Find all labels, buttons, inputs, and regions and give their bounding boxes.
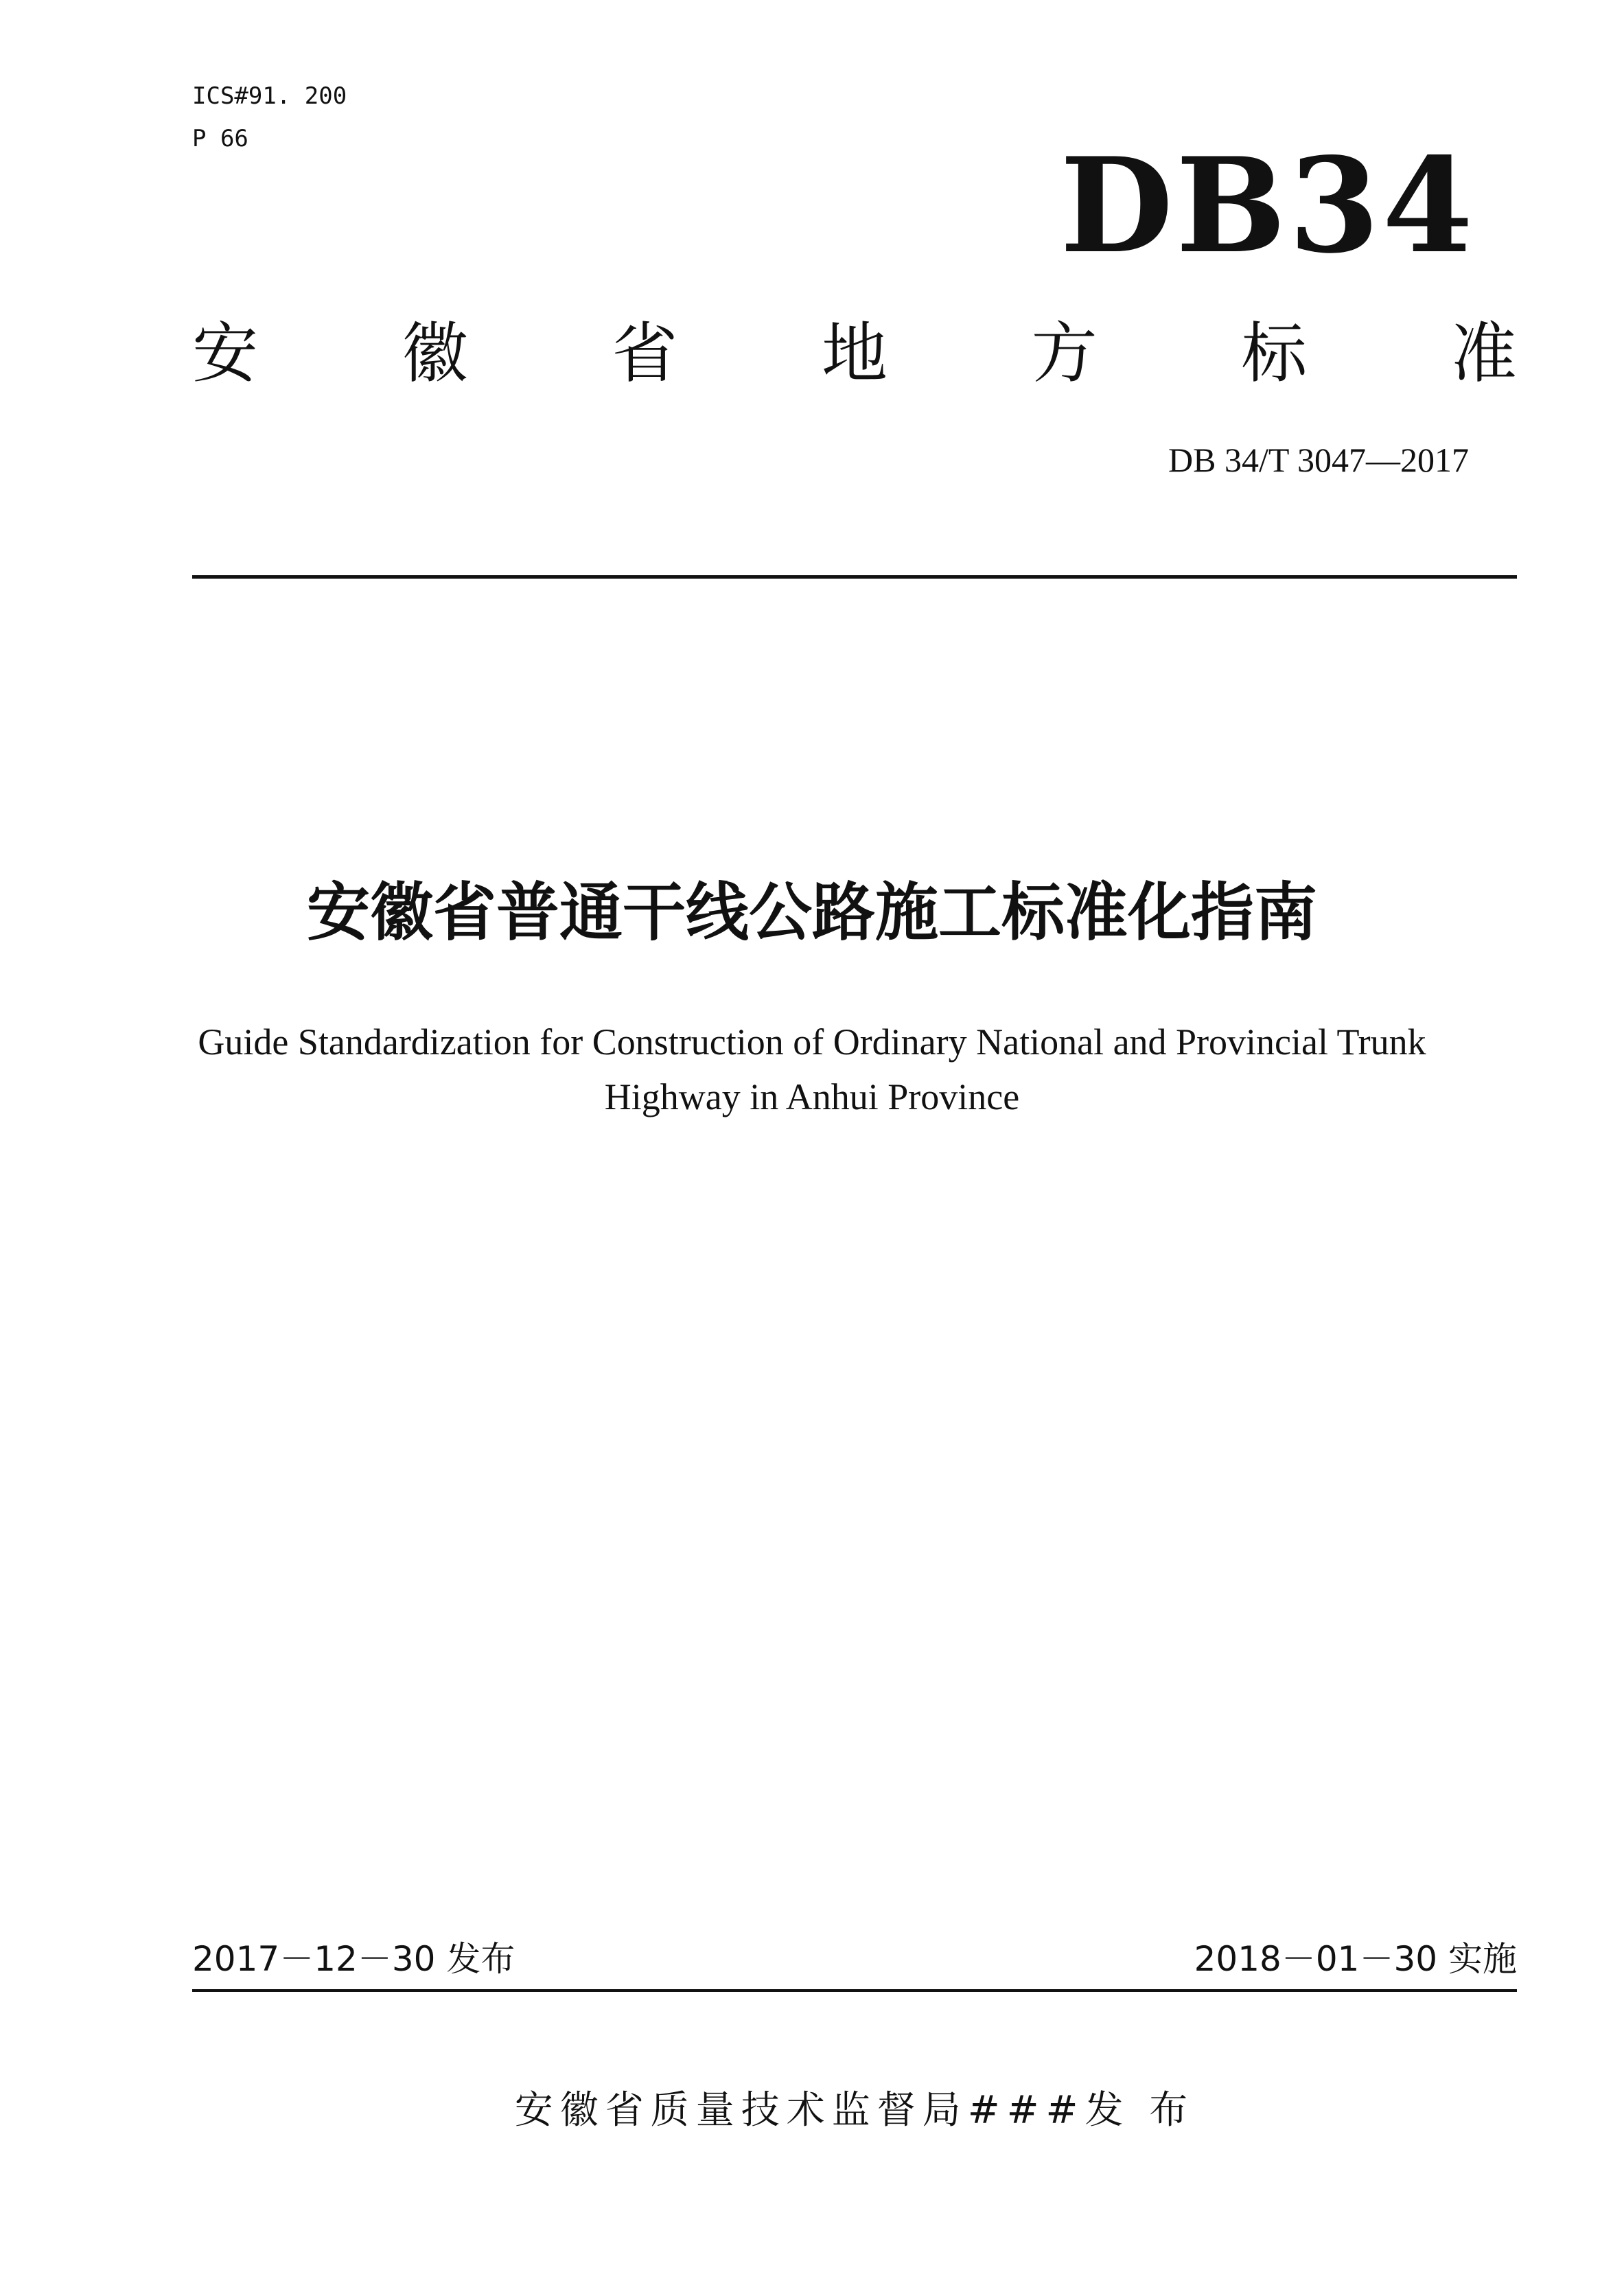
top-divider [192,575,1517,579]
standard-type-char: 方 [1031,315,1098,392]
issuing-authority: 安徽省质量技术监督局###发 布 [514,2088,1195,2133]
standard-type-heading [192,316,1517,391]
db34-logo: DB34 [1060,129,1476,282]
bottom-divider [192,1989,1517,1992]
document-title-english [126,1014,1498,1124]
standard-type-char: 地 [821,315,888,392]
document-title-chinese: 安徽省普通干线公路施工标准化指南 [306,876,1317,949]
english-title-line-2: Highway in Anhui Province [604,1076,1020,1117]
standard-type-char: 标 [1241,315,1308,392]
classification-code: P 66 [192,125,248,152]
standard-type-char: 省 [612,315,678,392]
standard-number: DB 34/T 3047—2017 [1168,441,1469,479]
issue-date: 2017－12－30 发布 [192,1939,515,1979]
standard-type-char: 徽 [402,315,468,392]
standard-type-char: 安 [192,315,258,392]
english-title-line-1: Guide Standardization for Construction of Ordinary National and Provincial Trunk [198,1021,1426,1063]
standard-type-char: 准 [1450,315,1517,392]
implementation-date: 2018－01－30 实施 [1194,1939,1517,1979]
ics-code: ICS#91. 200 [192,82,347,110]
